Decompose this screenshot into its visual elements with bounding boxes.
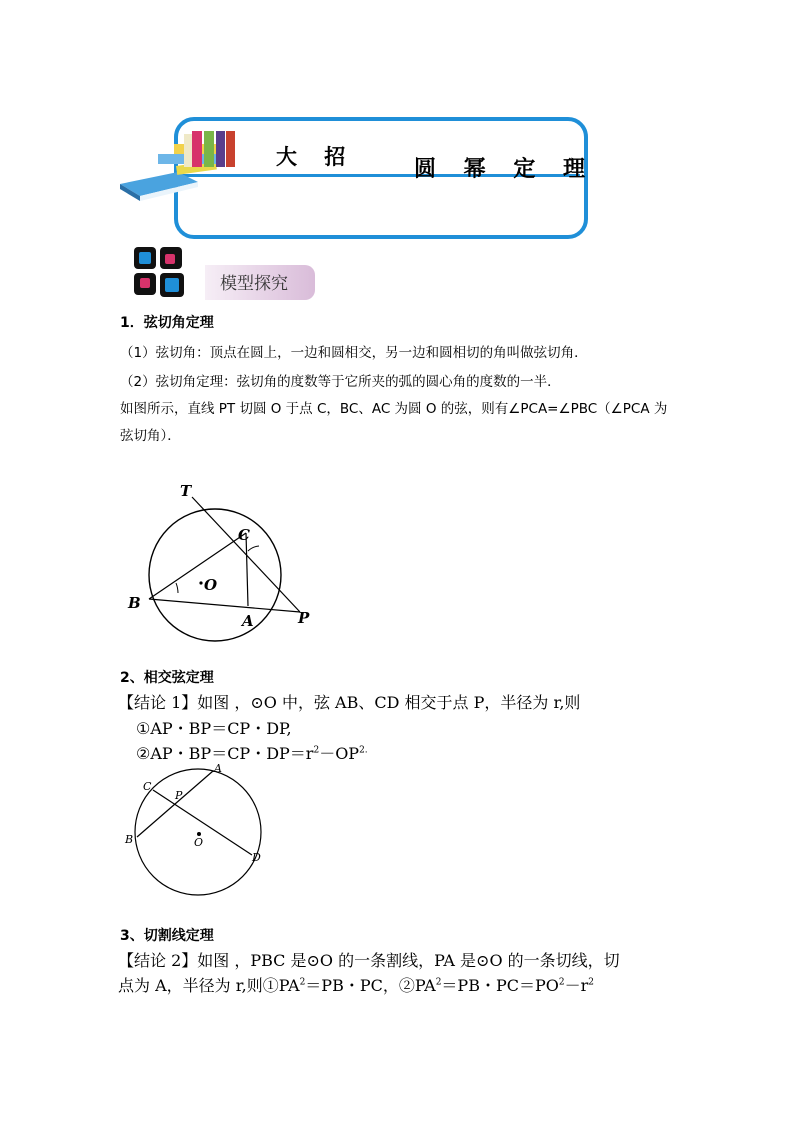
label-C: C bbox=[143, 780, 152, 793]
label-B: B bbox=[125, 833, 134, 846]
s2-line3: ②AP・BP＝CP・$DP=r^2-OP^{2.}$ bbox=[136, 744, 368, 763]
label-P: P bbox=[298, 609, 310, 627]
label-P: P bbox=[175, 789, 183, 802]
s2-line2: ①AP・BP＝CP・DP, bbox=[136, 719, 292, 738]
label-O: O bbox=[194, 836, 204, 849]
section3-heading: 3、切割线定理 bbox=[120, 928, 214, 944]
s1-line3a: 如图所示，直线 PT 切圆 O 于点 C，BC、AC 为圆 O 的弦，则有∠PCA=∠PBC（∠PCA 为 bbox=[120, 401, 668, 417]
books-icon bbox=[118, 126, 244, 202]
intersecting-chords-figure bbox=[120, 762, 270, 897]
label-D: D bbox=[252, 851, 261, 864]
label-A: A bbox=[214, 762, 222, 775]
s2-line1: 【结论 1】如图 ，⊙O 中，弦 AB、CD 相交于点 P，半径为 r,则 bbox=[118, 693, 581, 712]
s1-item2: （2）弦切角定理：弦切角的度数等于它所夹的弧的圆心角的度数的一半． bbox=[120, 374, 561, 390]
tangent-chord-figure bbox=[120, 475, 330, 645]
label-B: B bbox=[128, 594, 141, 612]
s1-line3b: 弦切角）． bbox=[120, 428, 181, 444]
label-T: T bbox=[180, 482, 192, 500]
s3-line2: 点为 A，半径为 r,则$①PA^2=PB$・PC，$②PA^2=PB$・$PC=PO^2-r^2$ bbox=[118, 976, 594, 995]
section-tab-label: 模型探究 bbox=[220, 274, 288, 294]
label-A: A bbox=[242, 612, 254, 630]
label-C: C bbox=[238, 526, 250, 544]
banner-title: 圆 幂 定 理 bbox=[414, 156, 595, 182]
label-O: O bbox=[204, 576, 218, 594]
squares-icon bbox=[132, 245, 188, 301]
section1-heading: 1．弦切角定理 bbox=[120, 315, 214, 331]
s1-item1: （1）弦切角：顶点在圆上，一边和圆相交，另一边和圆相切的角叫做弦切角． bbox=[120, 345, 588, 361]
section2-heading: 2、相交弦定理 bbox=[120, 670, 214, 686]
banner-left-label: 大 招 bbox=[276, 144, 356, 169]
s3-line1: 【结论 2】如图 ，PBC 是⊙O 的一条割线，PA 是⊙O 的一条切线，切 bbox=[118, 951, 620, 970]
